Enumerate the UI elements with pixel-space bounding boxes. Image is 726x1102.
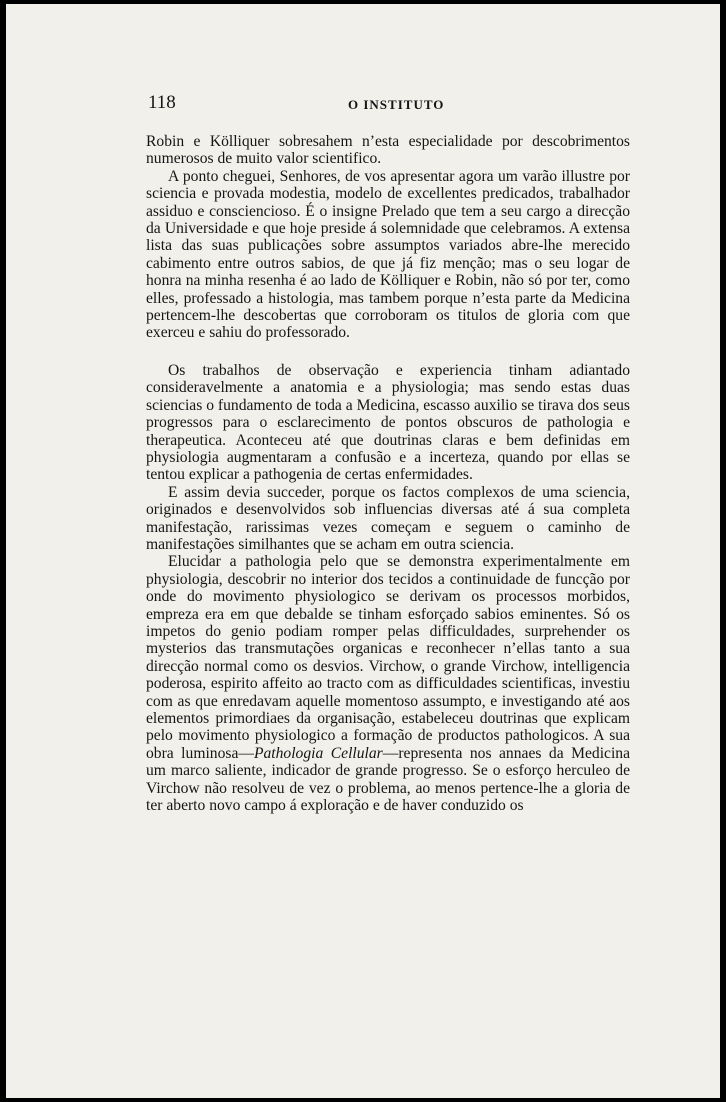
paragraph-observation-work: Os trabalhos de observação e experiencia tinham adiantado consideravelmente a anatomia e a physiologia; mas sendo estas duas sciencias o fundamento de toda a Medicina, escasso auxilio se tirava dos seus progressos para o esclarecimento de pontos obscuros de pathologia e therapeutica. Aconteceu até que doutrinas claras e bem definidas em physiologia augmentaram a confusão e a incerteza, quando por ellas se tentou explicar a pathogenia de certas enfermidades. [146,361,630,484]
book-title-pathologia-cellular: Pathologia Cellular [253,744,383,762]
body-text [146,133,630,814]
page-header [148,92,632,116]
virchow-text-after: —representa nos annaes da Medicina um marco saliente, indicador de grande progresso. Se o esforço herculeo de Virchow não resolveu de vez o problema, ao menos pertence-lhe a gloria de ter aberto novo campo á exploração e de haver conduzido os [146,744,631,815]
virchow-text-before: Elucidar a pathologia pelo que se demonstra experimentalmente em physiologia, descobrir no interior dos tecidos a continuidade de funcção por onde do movimento physiologico se derivam os processos morbidos, empreza era em que debalde se tinham esforçado sabios eminentes. Só os impetos do genio podiam romper pelas difficuldades, surprehender os mysterios das transmutações organicas e reconhecer n’ellas tanto a sua direcção normal como os desvios. Virchow, o grande Virchow, intelligencia poderosa, espirito affeito ao tracto com as difficuldades scientificas, investiu com as que enredavam aquelle momentoso assumpto, e investigando até aos elementos primordiaes da organisação, estabeleceu doutrinas que explicam pelo movimento physiologico a formação de productos pathologicos. A sua obra luminosa— [146,553,630,762]
paragraph-complex-facts: E assim devia succeder, porque os factos complexos de uma sciencia, originados e desenvolvidos sob influencias diversas até á sua completa manifestação, rarissimas vezes começam e seguem o caminho de manifestações similhantes que se acham em outra sciencia. [146,483,630,553]
running-title: O INSTITUTO [348,97,445,112]
paragraph-robin-kolliquer: Robin e Kölliquer sobresahem n’esta especialidade por descobrimentos numerosos de muito valor scientifico. [146,133,630,168]
paragraph-illustrious-prelate: A ponto cheguei, Senhores, de vos apresentar agora um varão illustre por sciencia e provada modestia, modelo de excellentes predicados, trabalhador assiduo e consciencioso. É o insigne Prelado que tem a seu cargo a direcção da Universidade e que hoje preside á solemnidade que celebramos. A extensa lista das suas publicações sobre assumptos variados abre-lhe merecido cabimento entre outros sabios, de que já fiz menção; mas o seu logar de honra na minha resenha é ao lado de Kölliquer e Robin, não só por ter, como elles, professado a histologia, mas tambem porque n’esta parte da Medicina pertencem-lhe descobertas que corroboram os titulos de gloria com que exerceu e sahiu do professorado. [146,167,630,342]
page-number: 118 [148,92,176,113]
book-page [6,4,720,1098]
paragraph-virchow [146,553,630,814]
